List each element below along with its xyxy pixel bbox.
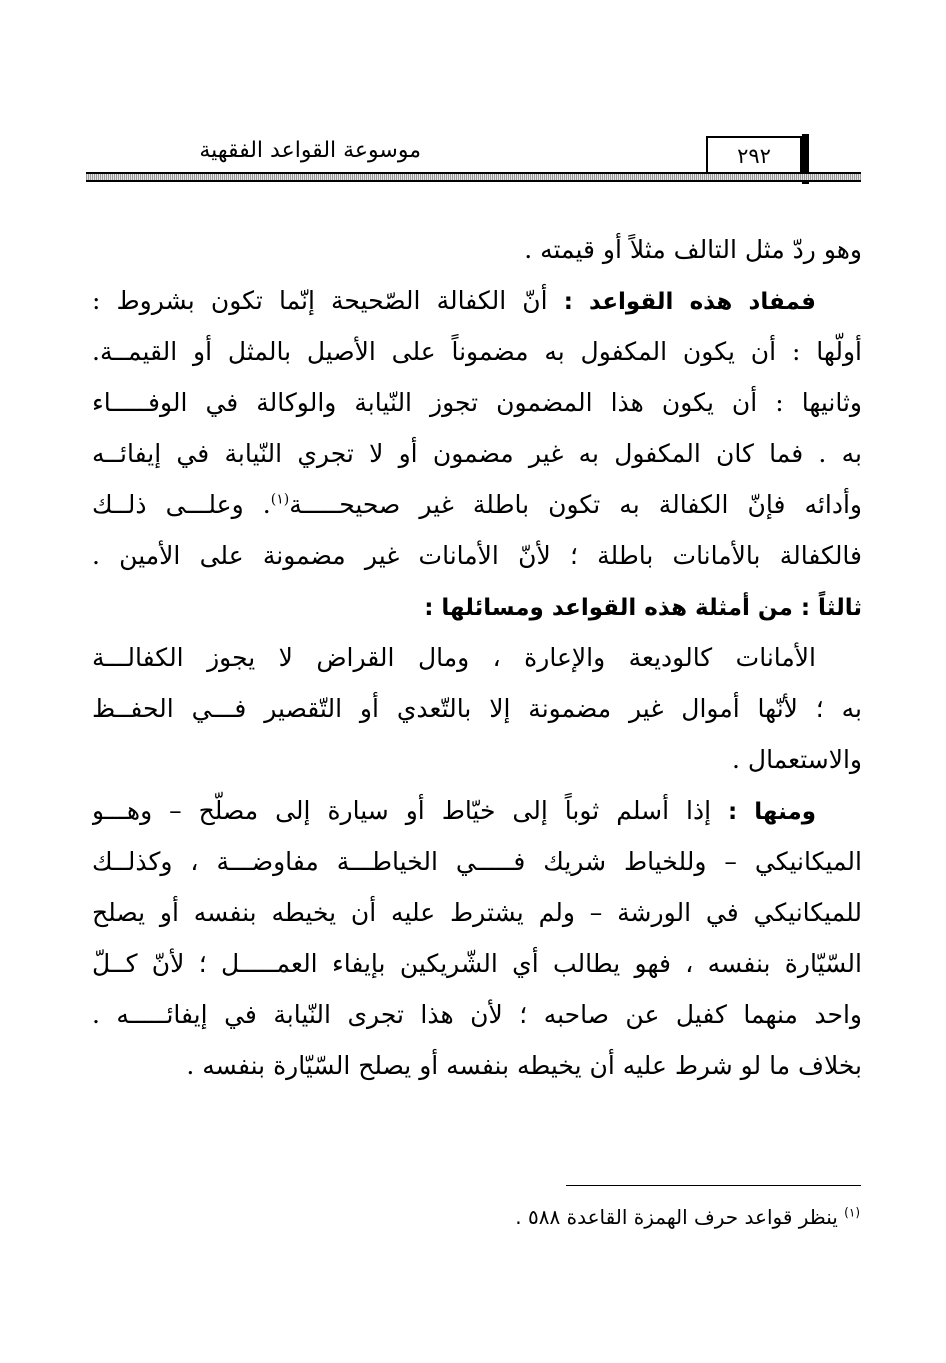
text-line: أولّها : أن يكون المكفول به مضموناً على الأصيل بالمثل أو القيمــة. <box>92 337 862 366</box>
book-title: موسوعة القواعد الفقهية <box>199 138 421 163</box>
text-line: فمفاد هذه القواعد : أنّ الكفالة الصّحيحة إنّما تكون بشروط : <box>92 286 816 315</box>
page-header <box>86 128 861 188</box>
text-line: الميكانيكي – وللخياط شريك فـــــي الخياطـــة مفاوضـــة ، وكذلــك <box>92 847 862 876</box>
text-line: والاستعمال . <box>732 745 862 774</box>
body-text <box>92 224 862 1091</box>
text-line: الأمانات كالوديعة والإعارة ، ومال القراض لا يجوز الكفالـــة <box>92 643 816 672</box>
page-number: ٢٩٢ <box>737 144 771 168</box>
text-line: بخلاف ما لو شرط عليه أن يخيطه بنفسه أو يصلح السّيّارة بنفسه . <box>186 1051 862 1080</box>
footnote <box>515 1205 860 1229</box>
text-line <box>92 581 862 632</box>
text-line: فالكفالة بالأمانات باطلة ؛ لأنّ الأمانات غير مضمونة على الأمين . <box>92 541 862 570</box>
footnote-marker: (١) <box>844 1205 860 1220</box>
text-line: ومنها : إذا أسلم ثوباً إلى خيّاط أو سيارة إلى مصلّح – وهـــو <box>92 796 816 825</box>
text-line: وأدائه فإنّ الكفالة به تكون باطلة غير صحيحـــــة$^{(١)}$. وعلـــى ذلــك <box>92 490 862 519</box>
footnote-separator <box>566 1185 861 1186</box>
section-heading: فمفاد هذه القواعد : <box>563 289 816 315</box>
header-rule <box>86 172 861 182</box>
footnote-text: ينظر قواعد حرف الهمزة القاعدة ٥٨٨ . <box>515 1205 845 1229</box>
page-number-box <box>706 136 802 174</box>
text-line: واحد منهما كفيل عن صاحبه ؛ لأن هذا تجرى النّيابة في إيفائـــــه . <box>92 1000 862 1029</box>
footnote-reference[interactable]: (١) <box>270 491 290 508</box>
section-heading: ثالثاً : من أمثلة هذه القواعد ومسائلها : <box>424 595 862 621</box>
text-line: للميكانيكي في الورشة – ولم يشترط عليه أن يخيطه بنفسه أو يصلح <box>92 898 862 927</box>
example-label: ومنها : <box>728 799 816 825</box>
text-line: به . فما كان المكفول به غير مضمون أو لا تجري النّيابة في إيفائــه <box>92 439 862 468</box>
text-line: وهو ردّ مثل التالف مثلاً أو قيمته . <box>524 235 862 264</box>
text-line: به ؛ لأنّها أموال غير مضمونة إلا بالتّعدي أو التّقصير فـــي الحفــظ <box>92 694 862 723</box>
text-line: السّيّارة بنفسه ، فهو يطالب أي الشّريكين بإيفاء العمـــــل ؛ لأنّ كــلّ <box>92 949 862 978</box>
text-line: وثانيها : أن يكون هذا المضمون تجوز النّيابة والوكالة في الوفـــــاء <box>92 388 862 417</box>
